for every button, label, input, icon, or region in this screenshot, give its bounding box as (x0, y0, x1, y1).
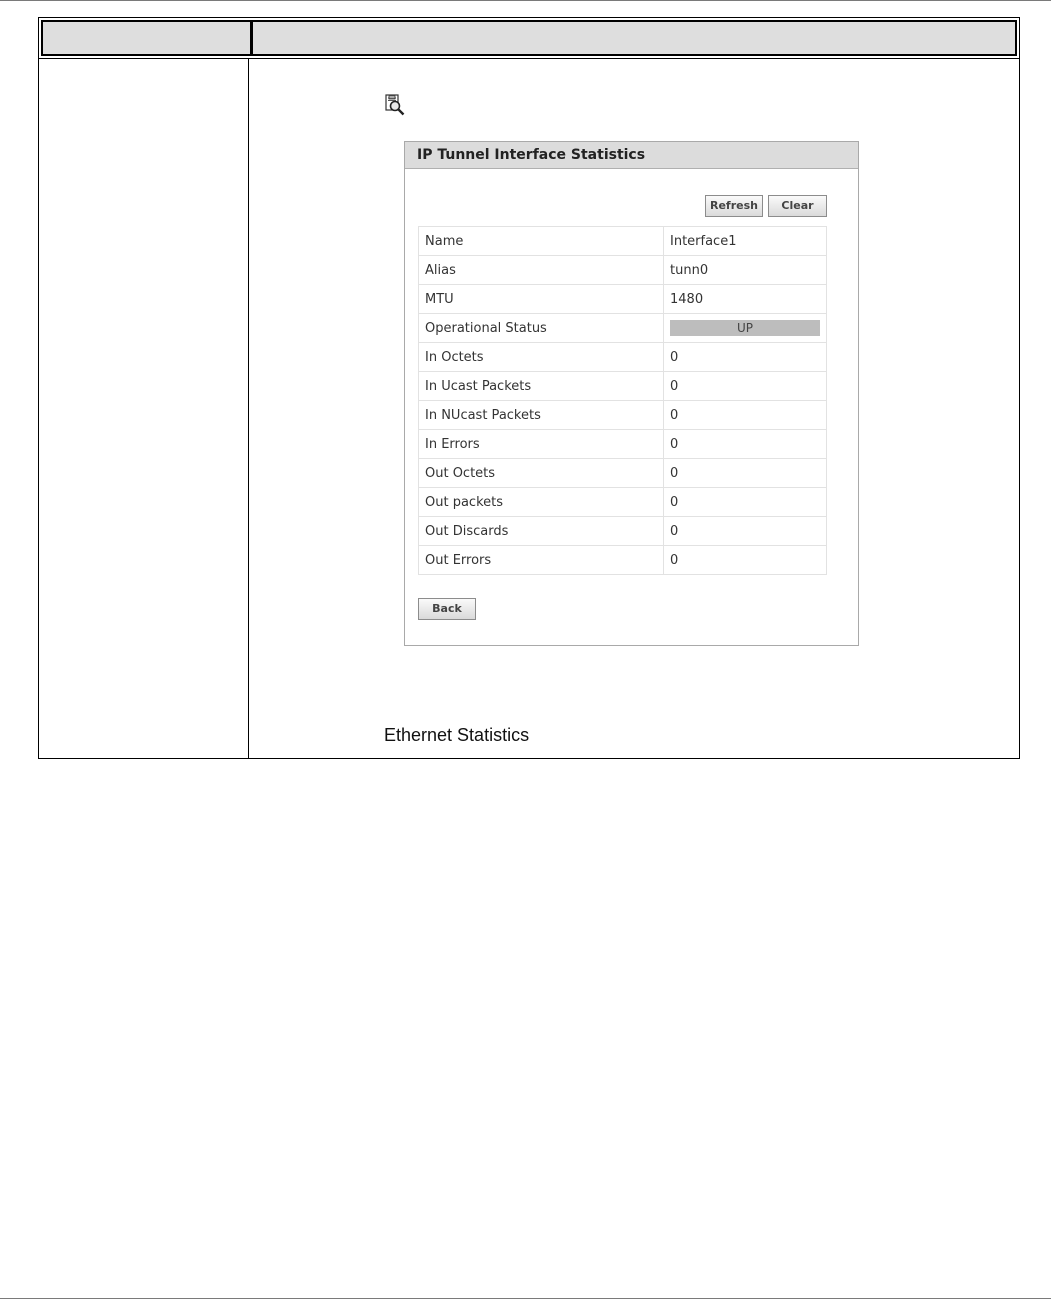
table-row (419, 546, 827, 575)
table-row (419, 372, 827, 401)
row-label: In Ucast Packets (419, 372, 664, 401)
top-rule (0, 0, 1051, 1)
row-label: Out packets (419, 488, 664, 517)
panel-title: IP Tunnel Interface Statistics (405, 142, 858, 169)
refresh-button[interactable]: Refresh (705, 195, 763, 217)
row-label: MTU (419, 285, 664, 314)
row-label: Out Errors (419, 546, 664, 575)
row-value: 0 (664, 546, 827, 575)
row-label: In Octets (419, 343, 664, 372)
row-value: 0 (664, 372, 827, 401)
row-label: Operational Status (419, 314, 664, 343)
row-value: 0 (664, 343, 827, 372)
table-row (419, 488, 827, 517)
table-row (419, 401, 827, 430)
row-value (664, 314, 827, 343)
clear-button[interactable]: Clear (768, 195, 827, 217)
table-header-row (41, 20, 1017, 56)
table-row (419, 517, 827, 546)
row-label: Name (419, 227, 664, 256)
row-label: In NUcast Packets (419, 401, 664, 430)
row-value: 0 (664, 488, 827, 517)
row-value: tunn0 (664, 256, 827, 285)
table-row (419, 343, 827, 372)
row-value: 1480 (664, 285, 827, 314)
column-divider (248, 58, 249, 758)
row-label: Out Discards (419, 517, 664, 546)
statistics-table (418, 226, 827, 575)
row-value: 0 (664, 430, 827, 459)
table-row (419, 430, 827, 459)
row-label: In Errors (419, 430, 664, 459)
table-row (419, 314, 827, 343)
ip-tunnel-statistics-panel (404, 141, 859, 646)
table-row (419, 227, 827, 256)
magnifier-page-icon[interactable] (384, 94, 406, 116)
row-label: Out Octets (419, 459, 664, 488)
ethernet-statistics-caption: Ethernet Statistics (384, 725, 530, 745)
row-value: Interface1 (664, 227, 827, 256)
header-bottom-rule (39, 58, 1019, 59)
bottom-rule (0, 1298, 1051, 1299)
row-value: 0 (664, 517, 827, 546)
operational-status-badge: UP (670, 320, 820, 336)
row-label: Alias (419, 256, 664, 285)
table-row (419, 285, 827, 314)
table-row (419, 459, 827, 488)
row-value: 0 (664, 401, 827, 430)
back-button[interactable]: Back (418, 598, 476, 620)
row-value: 0 (664, 459, 827, 488)
table-row (419, 256, 827, 285)
header-column-divider (250, 22, 253, 54)
